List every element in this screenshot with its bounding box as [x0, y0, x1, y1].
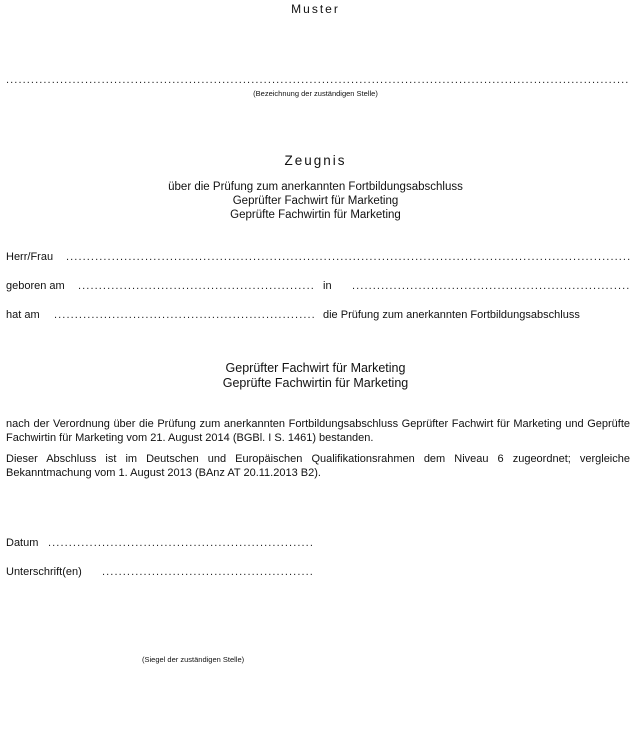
subtitle-line: Geprüfte Fachwirtin für Marketing [230, 209, 401, 221]
subtitle-line: über die Prüfung zum anerkannten Fortbildungsabschluss [168, 181, 463, 193]
signature-label: Unterschrift(en) [6, 566, 82, 578]
name-label: Herr/Frau [6, 251, 54, 263]
date-label: Datum [6, 537, 39, 549]
birth-place-label: in [323, 280, 332, 292]
seal-caption: (Siegel der zuständigen Stelle) [142, 655, 245, 664]
birth-date-label: geboren am [6, 280, 65, 292]
birth-date-dotted-line [78, 279, 314, 293]
authority-caption: (Bezeichnung der zuständigen Stelle) [253, 89, 378, 98]
qualification-line: Geprüfte Fachwirtin für Marketing [222, 376, 409, 390]
date-dotted-line [48, 536, 314, 550]
exam-date-dotted-line [54, 308, 314, 322]
document-header: Muster [291, 2, 340, 16]
authority-dotted-line [6, 73, 630, 87]
subtitle-line: Geprüfter Fachwirt für Marketing [232, 195, 399, 207]
exam-date-label: hat am [6, 309, 40, 321]
signature-dotted-line [102, 565, 314, 579]
name-dotted-line [66, 250, 630, 264]
certificate-title: Zeugnis [284, 153, 347, 168]
qualification-line: Geprüfter Fachwirt für Marketing [225, 361, 406, 375]
birth-place-dotted-line [352, 279, 630, 293]
certificate-subtitle [0, 180, 631, 222]
qualification-title [0, 361, 631, 391]
qualification-framework-paragraph: Dieser Abschluss ist im Deutschen und Europäischen Qualifikationsrahmen dem Niveau 6 zugeordnet; vergleiche Bekanntmachung vom 1. August 2013 (BAnz AT 20.11.2013 B2). [6, 453, 630, 479]
regulation-paragraph: nach der Verordnung über die Prüfung zum anerkannten Fortbildungsabschluss Geprüfter Fachwirt für Marketing und Geprüfte Fachwirtin für Marketing vom 21. August 2014 (BGBl. I S. 1461) bestanden. [6, 418, 630, 444]
exam-text: die Prüfung zum anerkannten Fortbildungsabschluss [323, 309, 580, 321]
